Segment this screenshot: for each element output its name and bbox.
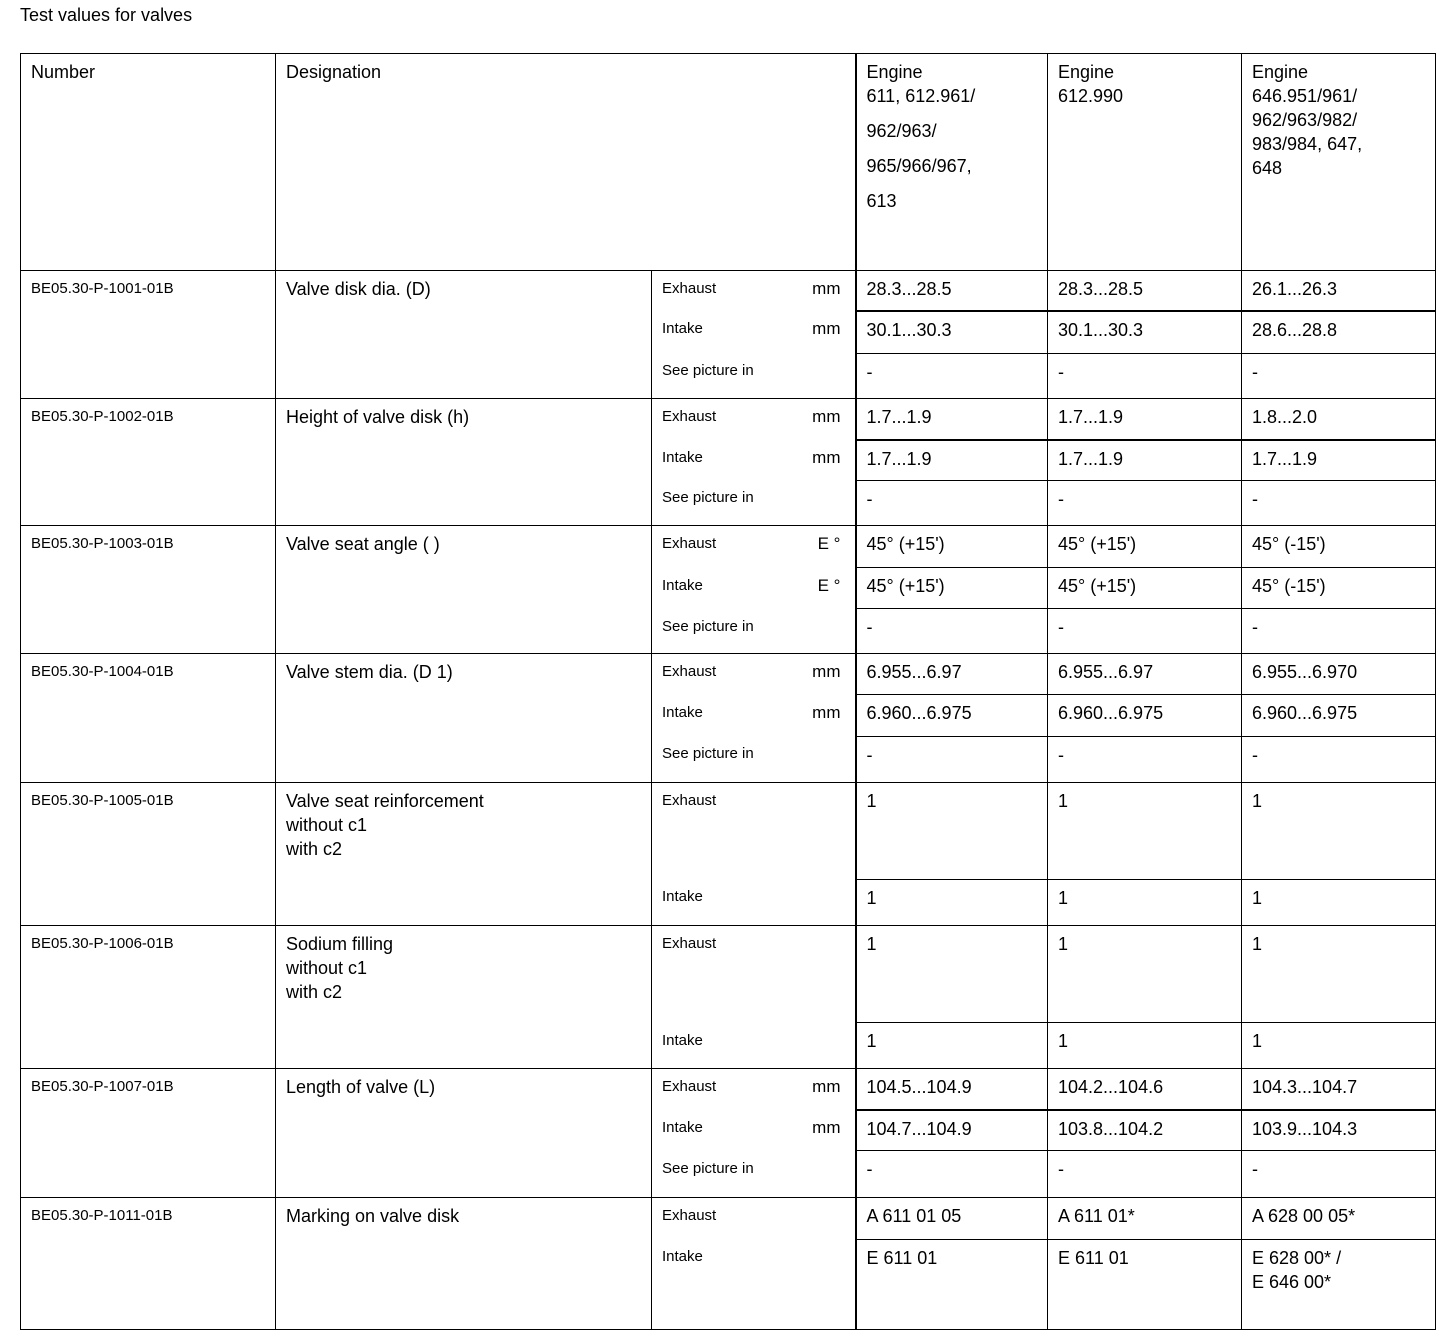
table-body [21, 54, 1436, 1330]
row-value-engine-1: 1.7...1.9 [856, 440, 1048, 480]
table-row [21, 398, 1436, 440]
row-value-engine-3: 104.3...104.7 [1242, 1069, 1436, 1110]
row-value-engine-3: 28.6...28.8 [1242, 311, 1436, 353]
header-number: Number [21, 54, 276, 271]
header-engine-2 [1048, 54, 1242, 271]
row-value-engine-1: 6.955...6.97 [856, 654, 1048, 695]
row-unit: E ° [796, 568, 856, 609]
row-side-label: Exhaust [652, 270, 796, 311]
row-side-label: Exhaust [652, 925, 796, 1022]
row-designation: Sodium filling without c1 with c2 [276, 925, 652, 1068]
row-side-label: Intake [652, 1023, 796, 1069]
row-value-engine-3: 6.955...6.970 [1242, 654, 1436, 695]
row-side-label: Intake [652, 568, 796, 609]
row-value-engine-1: - [856, 1151, 1048, 1197]
row-side-label: Exhaust [652, 526, 796, 568]
row-value-engine-3: 103.9...104.3 [1242, 1110, 1436, 1151]
row-value-engine-3: - [1242, 353, 1436, 398]
row-value-engine-2: 1.7...1.9 [1048, 440, 1242, 480]
row-value-engine-3: 1 [1242, 782, 1436, 879]
row-value-engine-1: - [856, 736, 1048, 782]
engine-1-line: 962/963/ [866, 121, 937, 141]
row-value-engine-2: 45° (+15') [1048, 526, 1242, 568]
row-unit [796, 480, 856, 525]
row-unit [796, 1151, 856, 1197]
row-side-label: Intake [652, 695, 796, 736]
row-number: BE05.30-P-1005-01B [21, 782, 276, 925]
row-value-engine-2: - [1048, 353, 1242, 398]
table-row [21, 782, 1436, 879]
row-unit: mm [796, 1069, 856, 1110]
row-unit: mm [796, 654, 856, 695]
row-value-engine-3: 1 [1242, 1023, 1436, 1069]
row-designation: Length of valve (L) [276, 1069, 652, 1197]
row-number: BE05.30-P-1002-01B [21, 398, 276, 525]
row-value-engine-1: 104.7...104.9 [856, 1110, 1048, 1151]
row-value-engine-2: 1 [1048, 925, 1242, 1022]
engine-1-line: 613 [866, 191, 897, 211]
row-side-label: See picture in [652, 1151, 796, 1197]
row-side-label: Intake [652, 879, 796, 925]
row-value-engine-3: A 628 00 05* [1242, 1197, 1436, 1239]
row-designation: Valve stem dia. (D 1) [276, 654, 652, 782]
engine-3-line: 646.951/961/ [1252, 86, 1358, 106]
table-row [21, 925, 1436, 1022]
row-value-engine-1: 104.5...104.9 [856, 1069, 1048, 1110]
row-value-engine-2: 6.955...6.97 [1048, 654, 1242, 695]
row-value-engine-3: E 628 00* / E 646 00* [1242, 1239, 1436, 1329]
engine-3-line: 962/963/982/ [1252, 110, 1358, 130]
row-value-engine-2: - [1048, 736, 1242, 782]
engine-3-line: 983/984, 647, [1252, 134, 1363, 154]
row-side-label: Intake [652, 1110, 796, 1151]
row-value-engine-2: 1 [1048, 782, 1242, 879]
row-number: BE05.30-P-1006-01B [21, 925, 276, 1068]
row-value-engine-1: - [856, 609, 1048, 654]
row-unit [796, 1023, 856, 1069]
valve-test-values-table [20, 53, 1436, 1330]
row-side-label: See picture in [652, 609, 796, 654]
row-unit: mm [796, 1110, 856, 1151]
row-value-engine-2: A 611 01* [1048, 1197, 1242, 1239]
engine-3-line: 648 [1252, 158, 1283, 178]
header-engine-1 [856, 54, 1048, 271]
row-value-engine-2: 45° (+15') [1048, 568, 1242, 609]
table-row [21, 654, 1436, 695]
row-value-engine-1: 1 [856, 1023, 1048, 1069]
table-row [21, 1069, 1436, 1110]
row-value-engine-3: - [1242, 736, 1436, 782]
row-value-engine-3: 45° (-15') [1242, 526, 1436, 568]
row-number: BE05.30-P-1004-01B [21, 654, 276, 782]
row-side-label: Intake [652, 311, 796, 353]
row-designation: Height of valve disk (h) [276, 398, 652, 525]
row-number: BE05.30-P-1007-01B [21, 1069, 276, 1197]
row-value-engine-2: 6.960...6.975 [1048, 695, 1242, 736]
row-value-engine-1: 1 [856, 925, 1048, 1022]
row-designation: Valve seat reinforcement without c1 with c2 [276, 782, 652, 925]
row-value-engine-2: - [1048, 1151, 1242, 1197]
engine-2-line: 612.990 [1058, 86, 1124, 106]
row-value-engine-2: E 611 01 [1048, 1239, 1242, 1329]
row-value-engine-2: - [1048, 609, 1242, 654]
row-side-label: See picture in [652, 353, 796, 398]
table-row [21, 1197, 1436, 1239]
row-value-engine-1: 45° (+15') [856, 526, 1048, 568]
row-unit [796, 925, 856, 1022]
row-value-engine-3: 1 [1242, 879, 1436, 925]
row-value-engine-3: - [1242, 609, 1436, 654]
row-unit [796, 736, 856, 782]
row-value-engine-2: 1.7...1.9 [1048, 398, 1242, 440]
row-unit [796, 879, 856, 925]
row-side-label: Exhaust [652, 1069, 796, 1110]
row-unit: mm [796, 270, 856, 311]
row-unit [796, 1197, 856, 1239]
row-value-engine-2: - [1048, 480, 1242, 525]
row-unit: mm [796, 398, 856, 440]
row-value-engine-1: 6.960...6.975 [856, 695, 1048, 736]
table-row [21, 270, 1436, 311]
row-value-engine-3: - [1242, 1151, 1436, 1197]
row-number: BE05.30-P-1001-01B [21, 270, 276, 398]
row-value-engine-3: - [1242, 480, 1436, 525]
row-number: BE05.30-P-1003-01B [21, 526, 276, 654]
row-side-label: Exhaust [652, 1197, 796, 1239]
engine-1-line: 611, 612.961/ [866, 86, 976, 106]
row-unit: mm [796, 440, 856, 480]
row-value-engine-3: 26.1...26.3 [1242, 270, 1436, 311]
engine-1-line: Engine [866, 62, 923, 82]
row-side-label: See picture in [652, 736, 796, 782]
row-side-label: Intake [652, 440, 796, 480]
header-row [21, 54, 1436, 271]
header-engine-3 [1242, 54, 1436, 271]
row-number: BE05.30-P-1011-01B [21, 1197, 276, 1329]
row-unit: mm [796, 695, 856, 736]
row-value-engine-3: 1.8...2.0 [1242, 398, 1436, 440]
row-value-engine-1: 30.1...30.3 [856, 311, 1048, 353]
row-unit [796, 1239, 856, 1329]
row-designation: Valve seat angle ( ) [276, 526, 652, 654]
row-value-engine-1: E 611 01 [856, 1239, 1048, 1329]
row-value-engine-3: 45° (-15') [1242, 568, 1436, 609]
row-value-engine-2: 104.2...104.6 [1048, 1069, 1242, 1110]
header-designation: Designation [276, 54, 856, 271]
row-value-engine-3: 1.7...1.9 [1242, 440, 1436, 480]
row-value-engine-2: 1 [1048, 1023, 1242, 1069]
engine-2-line: Engine [1058, 62, 1115, 82]
engine-1-line: 965/966/967, [866, 156, 972, 176]
row-designation: Marking on valve disk [276, 1197, 652, 1329]
row-value-engine-2: 28.3...28.5 [1048, 270, 1242, 311]
row-value-engine-1: 1 [856, 879, 1048, 925]
row-side-label: Exhaust [652, 782, 796, 879]
page-title: Test values for valves [20, 5, 193, 25]
row-value-engine-1: - [856, 353, 1048, 398]
row-side-label: Intake [652, 1239, 796, 1329]
row-value-engine-3: 6.960...6.975 [1242, 695, 1436, 736]
row-value-engine-1: A 611 01 05 [856, 1197, 1048, 1239]
row-value-engine-3: 1 [1242, 925, 1436, 1022]
row-value-engine-1: 45° (+15') [856, 568, 1048, 609]
table-row [21, 526, 1436, 568]
row-unit [796, 609, 856, 654]
row-value-engine-1: 28.3...28.5 [856, 270, 1048, 311]
row-side-label: Exhaust [652, 654, 796, 695]
row-unit [796, 782, 856, 879]
row-unit [796, 353, 856, 398]
row-value-engine-2: 30.1...30.3 [1048, 311, 1242, 353]
row-side-label: Exhaust [652, 398, 796, 440]
row-unit: mm [796, 311, 856, 353]
row-value-engine-1: - [856, 480, 1048, 525]
row-value-engine-2: 103.8...104.2 [1048, 1110, 1242, 1151]
row-side-label: See picture in [652, 480, 796, 525]
row-unit: E ° [796, 526, 856, 568]
row-value-engine-1: 1 [856, 782, 1048, 879]
row-value-engine-2: 1 [1048, 879, 1242, 925]
engine-3-line: Engine [1252, 62, 1309, 82]
row-value-engine-1: 1.7...1.9 [856, 398, 1048, 440]
row-designation: Valve disk dia. (D) [276, 270, 652, 398]
